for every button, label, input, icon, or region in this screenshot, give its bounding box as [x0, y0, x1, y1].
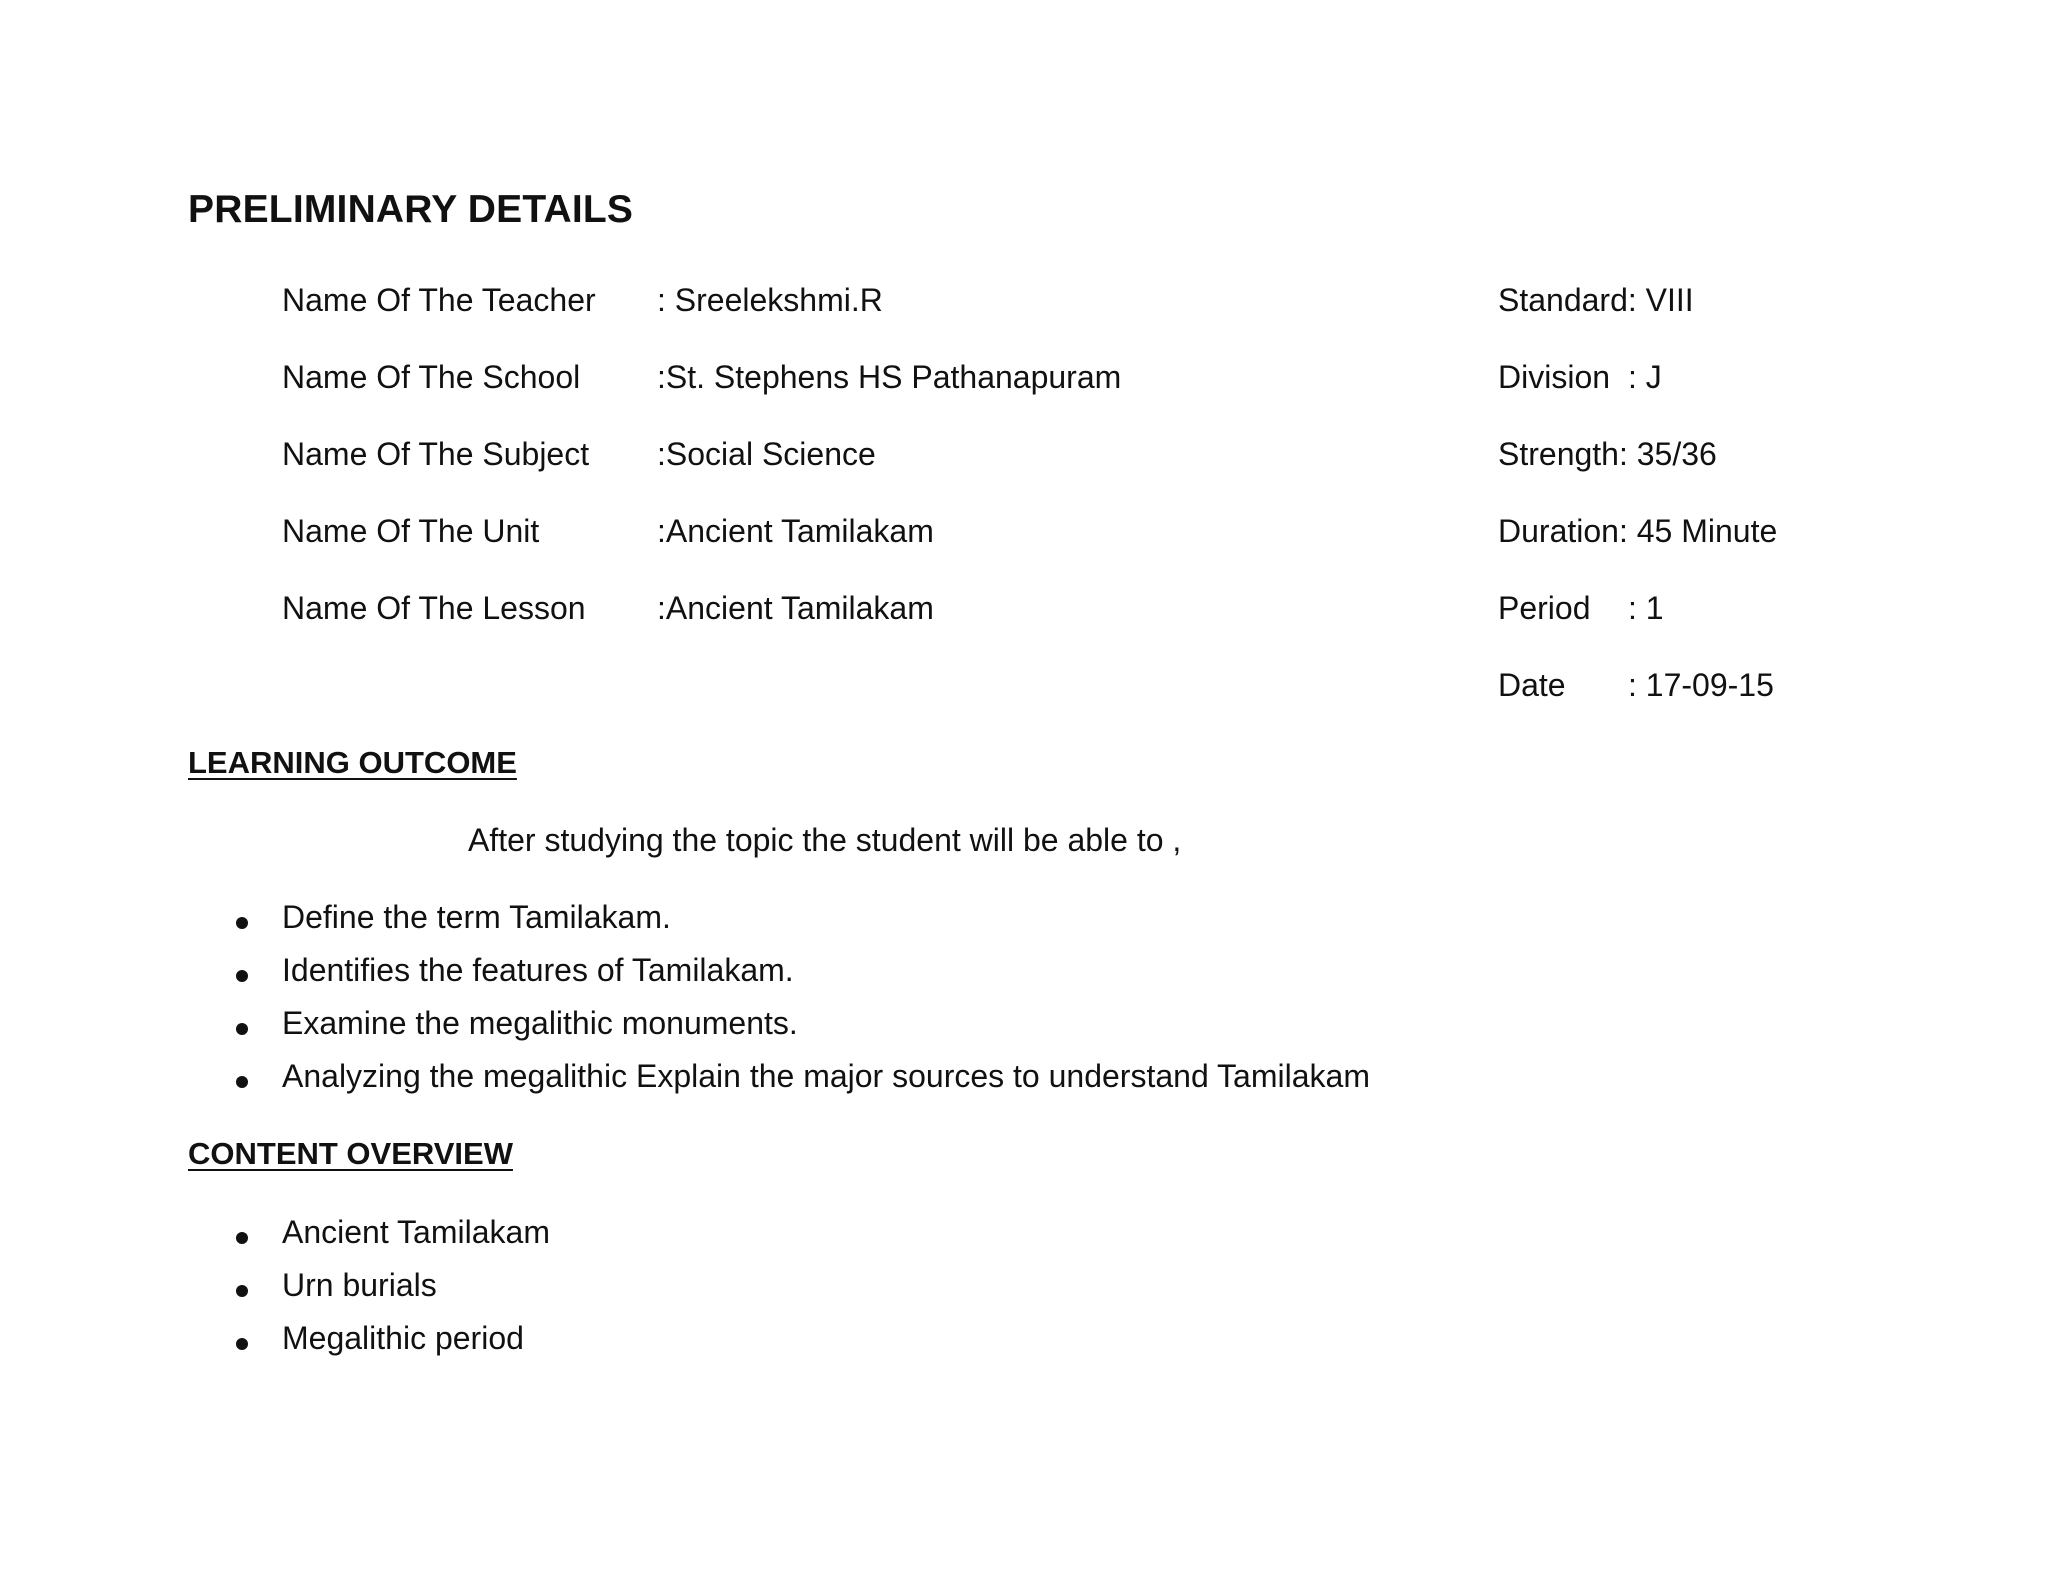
- learning-outcome-item: Identifies the features of Tamilakam.: [282, 952, 794, 988]
- bullet-icon: [236, 1023, 248, 1035]
- period-label: Period: [1498, 590, 1591, 626]
- content-overview-item: Urn burials: [282, 1267, 437, 1303]
- learning-outcome-heading: LEARNING OUTCOME: [188, 745, 517, 780]
- date-value: : 17-09-15: [1628, 667, 1774, 703]
- teacher-label: Name Of The Teacher: [282, 282, 596, 318]
- learning-outcome-item: Define the term Tamilakam.: [282, 899, 671, 935]
- standard-info: Standard: VIII: [1498, 282, 1694, 318]
- strength-info: Strength: 35/36: [1498, 436, 1717, 472]
- unit-label: Name Of The Unit: [282, 513, 540, 549]
- learning-outcome-item: Examine the megalithic monuments.: [282, 1005, 798, 1041]
- bullet-icon: [236, 970, 248, 982]
- bullet-icon: [236, 1232, 248, 1244]
- content-overview-heading: CONTENT OVERVIEW: [188, 1136, 513, 1171]
- school-value: :St. Stephens HS Pathanapuram: [657, 359, 1122, 395]
- bullet-icon: [236, 917, 248, 929]
- bullet-icon: [236, 1285, 248, 1297]
- bullet-icon: [236, 1338, 248, 1350]
- content-overview-item: Megalithic period: [282, 1320, 524, 1356]
- learning-outcome-item: Analyzing the megalithic Explain the major sources to understand Tamilakam: [282, 1058, 1370, 1094]
- school-label: Name Of The School: [282, 359, 581, 395]
- lesson-label: Name Of The Lesson: [282, 590, 586, 626]
- page-title: PRELIMINARY DETAILS: [188, 188, 634, 231]
- unit-value: :Ancient Tamilakam: [657, 513, 934, 549]
- bullet-icon: [236, 1076, 248, 1088]
- teacher-value: : Sreelekshmi.R: [657, 282, 883, 318]
- period-value: : 1: [1628, 590, 1664, 626]
- content-overview-item: Ancient Tamilakam: [282, 1214, 550, 1250]
- division-value: : J: [1628, 359, 1662, 395]
- division-label: Division: [1498, 359, 1611, 395]
- subject-label: Name Of The Subject: [282, 436, 590, 472]
- learning-outcome-intro: After studying the topic the student will be able to ,: [468, 822, 1182, 858]
- date-label: Date: [1498, 667, 1566, 703]
- duration-info: Duration: 45 Minute: [1498, 513, 1778, 549]
- subject-value: :Social Science: [657, 436, 876, 472]
- lesson-value: :Ancient Tamilakam: [657, 590, 934, 626]
